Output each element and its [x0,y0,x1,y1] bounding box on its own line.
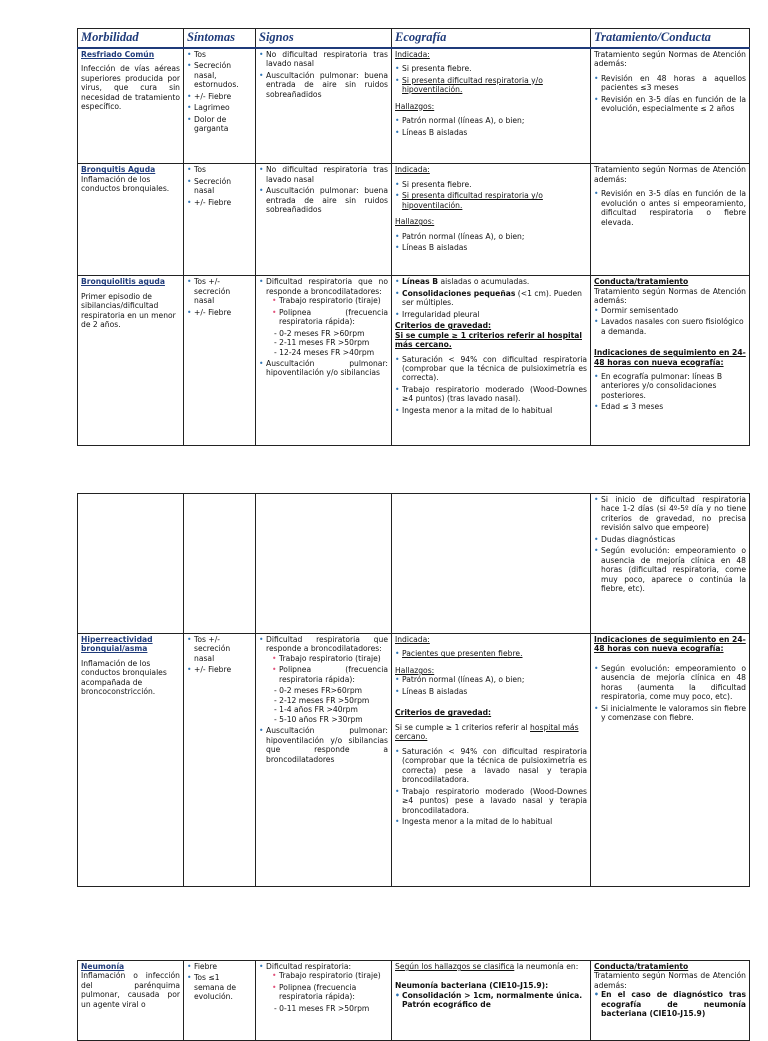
disease-desc: Inflamación de los conductos bronquiales. [81,174,170,194]
list-item: • Trabajo respiratorio moderado (Wood-Downes ≥4 puntos) (tras lavado nasal). [395,385,587,404]
list-item: • Edad ≤ 3 meses [594,402,746,411]
list-item: • Líneas B aisladas [395,243,587,252]
list-item: • Ingesta menor a la mitad de lo habitual [395,406,587,415]
table-row [78,164,750,276]
eco-hallazgos-label: Hallazgos: [395,217,435,227]
list-item: • Polipnea (frecuencia respiratoria rápida): [272,983,388,1002]
list-item: • +/- Fiebre [187,92,252,101]
morbilidad-cell [78,164,184,276]
table-row [78,961,750,1041]
header-sintomas: Síntomas [184,29,256,48]
list-item: • Líneas B aisladas [395,687,587,696]
eco-intro: Según los hallazgos se clasifica la neumonía en: [395,962,579,971]
list-item: • Trabajo respiratorio (tiraje) [272,296,388,305]
tratamiento-cell [591,494,750,634]
trat-intro: Tratamiento según Normas de Atención además: [594,165,746,184]
disease-name: Resfriado Común [81,49,155,59]
fr-item: - 0-2 meses FR >60rpm [274,328,365,338]
tratamiento-cell [591,48,750,164]
list-item: • Secreción nasal, estornudos. [187,61,252,89]
ecografia-cell [392,48,591,164]
list-item: • Tos [187,165,252,174]
disease-desc: Inflamación o infección del parénquima pulmonar, causada por un agente viral o [81,971,180,1009]
list-item: • Si inicio de dificultad respiratoria hace 1-2 días (si 4º-5º día y no tiene criterios de gravedad, no precisa revisión salvo que empeore) [594,495,746,533]
list-item: • Dudas diagnósticas [594,535,746,544]
header-ecografia: Ecografía [392,29,591,48]
morbilidad-cell [78,276,184,446]
signos-intro: Dificultad respiratoria que no responde a broncodilatadores: [266,277,388,296]
table-row [78,494,750,634]
header-signos: Signos [256,29,392,48]
conducta-label: Conducta/tratamiento [594,962,689,971]
signos-cell [256,961,392,1041]
list-item: • Dormir semisentado [594,306,746,315]
table-row [78,634,750,887]
tratamiento-cell [591,634,750,887]
list-item: • Ingesta menor a la mitad de lo habitual [395,817,587,826]
list-item: • +/- Fiebre [187,308,252,317]
eco-bacteriana: Neumonía bacteriana (CIE10-J15.9): [395,981,549,991]
list-item: • Lavados nasales con suero fisiológico a demanda. [594,317,746,336]
list-item: • Según evolución: empeoramiento o ausencia de mejoría clínica en 48 horas (dificultad respiratoria, come muy poco, aparece o continúa la fiebre, etc). [594,546,746,593]
eco-indicada-label: Indicada: [395,49,430,59]
list-item: • Irregularidad pleural [395,310,587,319]
list-item: • +/- Fiebre [187,665,252,674]
table-page-3 [77,960,750,1041]
disease-name: Bronquitis Aguda [81,165,156,175]
list-item: • Tos +/- secreción nasal [187,277,252,305]
list-item: • +/- Fiebre [187,198,252,207]
ecografia-cell [392,276,591,446]
fr-item: - 1-4 años FR >40rpm [274,705,358,715]
list-item: • Si presenta fiebre. [395,64,587,73]
list-item: • Si presenta fiebre. [395,180,587,189]
list-item: • Si presenta dificultad respiratoria y/o hipoventilación. [395,191,587,210]
list-item: • Dolor de garganta [187,115,252,134]
list-item: • Consolidaciones pequeñas (<1 cm). Pueden ser múltiples. [395,289,587,308]
fr-item: - 12-24 meses FR >40rpm [274,347,375,357]
signos-intro: Dificultad respiratoria: [266,962,352,971]
eco-indicada-label: Indicada: [395,635,430,644]
fr-item: - 0-11 meses FR >50rpm [274,1003,370,1013]
eco-hallazgos-label: Hallazgos: [395,665,435,675]
table-page-2 [77,493,750,887]
header-row [78,29,750,48]
list-item: • Auscultación pulmonar: buena entrada de aire sin ruidos sobreañadidos [259,186,388,214]
list-item [259,635,388,724]
list-item: • Polipnea (frecuencia respiratoria rápida): [272,308,388,327]
criterios-sub: Si se cumple ≥ 1 criterios referir al hospital más cercano. [395,722,579,742]
tratamiento-cell [591,961,750,1041]
list-item: • Tos ≤1 semana de evolución. [187,973,252,1001]
list-item: • Tos [187,50,252,59]
sintomas-cell [184,48,256,164]
list-item: • Patrón normal (líneas A), o bien; [395,232,587,241]
disease-name: Hiperreactividad bronquial/asma [81,635,153,654]
eco-hallazgos-label: Hallazgos: [395,101,435,111]
list-item: • Si inicialmente le valoramos sin fiebre y comenzase con fiebre. [594,704,746,723]
list-item: • Lagrimeo [187,103,252,112]
signos-cell [256,276,392,446]
conducta-label: Conducta/tratamiento [594,277,689,287]
morbilidad-cell [78,961,184,1041]
list-item: • Secreción nasal [187,177,252,196]
list-item: • Pacientes que presenten fiebre. [395,649,587,658]
trat-intro: Tratamiento según Normas de Atención además: [594,971,746,990]
list-item: • Según evolución: empeoramiento o ausencia de mejoría clínica en 48 horas (aumenta la dificultad respiratoria, come muy poco, etc). [594,664,746,702]
tratamiento-cell [591,276,750,446]
table-row [78,48,750,164]
ecografia-cell [392,164,591,276]
criterios-label: Criterios de gravedad: [395,321,492,331]
eco-indicada-label: Indicada: [395,165,430,175]
table-row [78,276,750,446]
disease-desc: Infección de vías aéreas superiores producida por virus, que cura sin necesidad de tratamiento específico. [81,64,180,112]
seguimiento-label: Indicaciones de seguimiento en 24-48 horas con nueva ecografía: [594,635,746,654]
sintomas-cell [184,634,256,887]
list-item: • Patrón normal (líneas A), o bien; [395,116,587,125]
list-item: • Revisión en 48 horas a aquellos pacientes ≤3 meses [594,74,746,93]
list-item: • Trabajo respiratorio (tiraje) [272,654,388,663]
seguimiento-label: Indicaciones de seguimiento en 24-48 horas con nueva ecografía: [594,348,746,367]
tratamiento-cell [591,164,750,276]
list-item: • En el caso de diagnóstico tras ecografía de neumonía bacteriana (CIE10-J15.9) [594,990,746,1018]
signos-intro: Dificultad respiratoria que responde a broncodilatadores: [266,635,388,654]
list-item: • Líneas B aisladas [395,128,587,137]
list-item: • En ecografía pulmonar: líneas B anteriores y/o consolidaciones posteriores. [594,372,746,400]
criterios-label: Criterios de gravedad: [395,708,492,718]
list-item: • Saturación < 94% con dificultad respiratoria (comprobar que la técnica de pulsioximetría es correcta) pese a lavado nasal y terapia broncodilatadora. [395,747,587,785]
list-item: • Tos +/- secreción nasal [187,635,252,663]
sintomas-cell [184,164,256,276]
signos-cell [256,164,392,276]
list-item: • Líneas B aisladas o acumuladas. [395,277,587,286]
disease-name: Neumonía [81,962,125,971]
header-tratamiento: Tratamiento/Conducta [591,29,750,48]
list-item: • Auscultación pulmonar: buena entrada de aire sin ruidos sobreañadidos [259,71,388,99]
trat-intro: Tratamiento según Normas de Atención además: [594,286,746,306]
list-item: • Auscultación pulmonar: hipoventilación y/o sibilancias [259,359,388,378]
list-item: • No dificultad respiratoria tras lavado nasal [259,165,388,184]
list-item: • No dificultad respiratoria tras lavado nasal [259,50,388,69]
disease-name: Bronquiolitis aguda [81,277,165,287]
criterios-sub: Si se cumple ≥ 1 criterios referir al hospital más cercano. [395,330,582,350]
signos-cell [256,48,392,164]
signos-cell [256,634,392,887]
sintomas-cell [184,276,256,446]
list-item: • Revisión en 3-5 días en función de la evolución, especialmente ≤ 2 años [594,95,746,114]
trat-intro: Tratamiento según Normas de Atención además: [594,49,746,69]
disease-desc: Primer episodio de sibilancias/dificultad respiratoria en un menor de 2 años. [81,291,176,330]
list-item: • Revisión en 3-5 días en función de la evolución o antes si empeoramiento, dificultad respiratoria o fiebre elevada. [594,189,746,227]
list-item [259,277,388,357]
list-item: • Si presenta dificultad respiratoria y/o hipoventilación. [395,76,587,95]
list-item: • Polipnea (frecuencia respiratoria rápida): [272,665,388,684]
header-morbilidad: Morbilidad [78,29,184,48]
list-item: • Saturación < 94% con dificultad respiratoria (comprobar que la técnica de pulsioximetría es correcta). [395,355,587,383]
fr-item: - 2-12 meses FR >50rpm [274,695,370,705]
list-item: • Trabajo respiratorio moderado (Wood-Downes ≥4 puntos) pese a lavado nasal y terapia broncodilatadora. [395,787,587,815]
disease-desc: Inflamación de los conductos bronquiales acompañada de broncoconstricción. [81,658,167,697]
list-item: • Consolidación > 1cm, normalmente única. Patrón ecográfico de [395,991,587,1010]
morbilidad-cell [78,48,184,164]
ecografia-cell [392,961,591,1041]
fr-item: - 5-10 años FR >30rpm [274,714,363,724]
sintomas-cell [184,961,256,1041]
list-item: • Auscultación pulmonar: hipoventilación y/o sibilancias que responde a broncodilatadores [259,726,388,764]
list-item: • Fiebre [187,962,252,971]
list-item: • Patrón normal (líneas A), o bien; [395,675,587,684]
list-item [259,962,388,1013]
fr-item: - 0-2 meses FR>60rpm [274,686,363,696]
list-item: • Trabajo respiratorio (tiraje) [272,971,388,980]
morbilidad-cell [78,634,184,887]
ecografia-cell [392,634,591,887]
fr-item: - 2-11 meses FR >50rpm [274,338,370,348]
table-page-1 [77,28,750,446]
